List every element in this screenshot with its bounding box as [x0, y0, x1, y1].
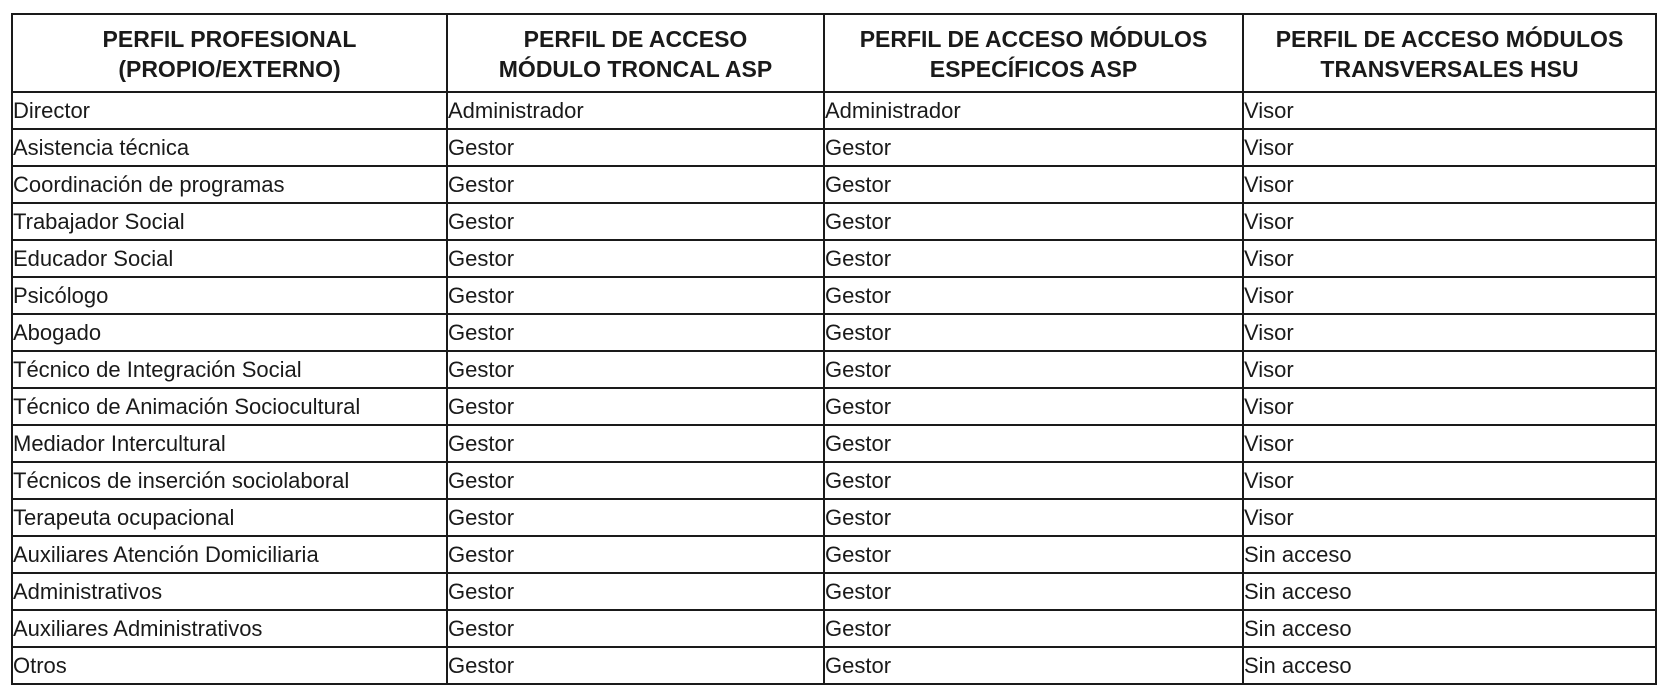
header-line: TRANSVERSALES HSU [1320, 56, 1579, 82]
header-line: PERFIL DE ACCESO [523, 26, 748, 52]
cell-modulos-transversales: Visor [1243, 277, 1656, 314]
cell-modulos-especificos: Gestor [824, 277, 1243, 314]
cell-modulos-especificos: Gestor [824, 166, 1243, 203]
cell-modulos-transversales: Visor [1243, 92, 1656, 129]
cell-modulos-especificos: Gestor [824, 499, 1243, 536]
cell-modulo-troncal: Gestor [447, 499, 824, 536]
cell-modulos-especificos: Gestor [824, 425, 1243, 462]
table-row [12, 203, 1656, 240]
table-row [12, 351, 1656, 388]
table-row [12, 573, 1656, 610]
cell-perfil-profesional: Abogado [12, 314, 447, 351]
cell-modulo-troncal: Gestor [447, 277, 824, 314]
table-body [12, 92, 1656, 684]
table-row [12, 92, 1656, 129]
cell-modulos-transversales: Sin acceso [1243, 647, 1656, 684]
cell-modulos-transversales: Visor [1243, 240, 1656, 277]
cell-modulos-transversales: Sin acceso [1243, 573, 1656, 610]
cell-modulos-transversales: Visor [1243, 462, 1656, 499]
cell-modulos-transversales: Visor [1243, 425, 1656, 462]
cell-modulos-transversales: Sin acceso [1243, 610, 1656, 647]
header-line: PERFIL PROFESIONAL [102, 26, 357, 52]
header-modulo-troncal [447, 14, 824, 92]
table-row [12, 425, 1656, 462]
cell-modulos-transversales: Visor [1243, 203, 1656, 240]
table-header [12, 14, 1656, 92]
cell-perfil-profesional: Técnico de Integración Social [12, 351, 447, 388]
cell-modulos-especificos: Gestor [824, 610, 1243, 647]
cell-modulos-transversales: Sin acceso [1243, 536, 1656, 573]
cell-modulos-especificos: Gestor [824, 536, 1243, 573]
table-row [12, 388, 1656, 425]
header-line: ESPECÍFICOS ASP [929, 56, 1138, 82]
cell-perfil-profesional: Trabajador Social [12, 203, 447, 240]
table-row [12, 314, 1656, 351]
cell-modulos-transversales: Visor [1243, 166, 1656, 203]
cell-perfil-profesional: Administrativos [12, 573, 447, 610]
document-page [11, 13, 1657, 685]
table-row [12, 129, 1656, 166]
cell-modulos-especificos: Gestor [824, 129, 1243, 166]
cell-modulos-especificos: Gestor [824, 314, 1243, 351]
cell-modulo-troncal: Gestor [447, 610, 824, 647]
cell-modulo-troncal: Gestor [447, 240, 824, 277]
cell-perfil-profesional: Mediador Intercultural [12, 425, 447, 462]
table-row [12, 647, 1656, 684]
cell-modulos-transversales: Visor [1243, 388, 1656, 425]
cell-modulo-troncal: Gestor [447, 203, 824, 240]
cell-modulos-especificos: Gestor [824, 240, 1243, 277]
table-row [12, 610, 1656, 647]
table-row [12, 499, 1656, 536]
cell-modulo-troncal: Administrador [447, 92, 824, 129]
cell-perfil-profesional: Técnico de Animación Sociocultural [12, 388, 447, 425]
cell-modulo-troncal: Gestor [447, 129, 824, 166]
cell-modulo-troncal: Gestor [447, 573, 824, 610]
cell-perfil-profesional: Auxiliares Atención Domiciliaria [12, 536, 447, 573]
header-row [12, 14, 1656, 92]
cell-modulo-troncal: Gestor [447, 536, 824, 573]
header-line: PERFIL DE ACCESO MÓDULOS [859, 26, 1208, 52]
cell-modulos-especificos: Gestor [824, 573, 1243, 610]
cell-modulo-troncal: Gestor [447, 166, 824, 203]
cell-modulo-troncal: Gestor [447, 462, 824, 499]
cell-modulo-troncal: Gestor [447, 388, 824, 425]
header-line: MÓDULO TRONCAL ASP [498, 56, 773, 82]
header-modulos-especificos [824, 14, 1243, 92]
cell-perfil-profesional: Auxiliares Administrativos [12, 610, 447, 647]
cell-perfil-profesional: Otros [12, 647, 447, 684]
cell-modulos-especificos: Gestor [824, 351, 1243, 388]
cell-modulo-troncal: Gestor [447, 351, 824, 388]
cell-modulo-troncal: Gestor [447, 425, 824, 462]
cell-perfil-profesional: Educador Social [12, 240, 447, 277]
cell-modulos-transversales: Visor [1243, 129, 1656, 166]
access-profiles-table [11, 13, 1657, 685]
header-line: (PROPIO/EXTERNO) [118, 56, 341, 82]
table-row [12, 166, 1656, 203]
cell-modulos-transversales: Visor [1243, 314, 1656, 351]
table-row [12, 462, 1656, 499]
cell-modulos-transversales: Visor [1243, 499, 1656, 536]
cell-modulos-transversales: Visor [1243, 351, 1656, 388]
header-perfil-profesional [12, 14, 447, 92]
table-row [12, 536, 1656, 573]
header-modulos-transversales [1243, 14, 1656, 92]
cell-modulos-especificos: Gestor [824, 462, 1243, 499]
table-row [12, 240, 1656, 277]
cell-perfil-profesional: Terapeuta ocupacional [12, 499, 447, 536]
cell-modulos-especificos: Gestor [824, 203, 1243, 240]
cell-perfil-profesional: Psicólogo [12, 277, 447, 314]
cell-perfil-profesional: Coordinación de programas [12, 166, 447, 203]
cell-perfil-profesional: Técnicos de inserción sociolaboral [12, 462, 447, 499]
cell-modulos-especificos: Gestor [824, 388, 1243, 425]
cell-perfil-profesional: Director [12, 92, 447, 129]
cell-modulo-troncal: Gestor [447, 314, 824, 351]
cell-modulo-troncal: Gestor [447, 647, 824, 684]
header-line: PERFIL DE ACCESO MÓDULOS [1275, 26, 1624, 52]
cell-modulos-especificos: Gestor [824, 647, 1243, 684]
cell-perfil-profesional: Asistencia técnica [12, 129, 447, 166]
table-row [12, 277, 1656, 314]
cell-modulos-especificos: Administrador [824, 92, 1243, 129]
